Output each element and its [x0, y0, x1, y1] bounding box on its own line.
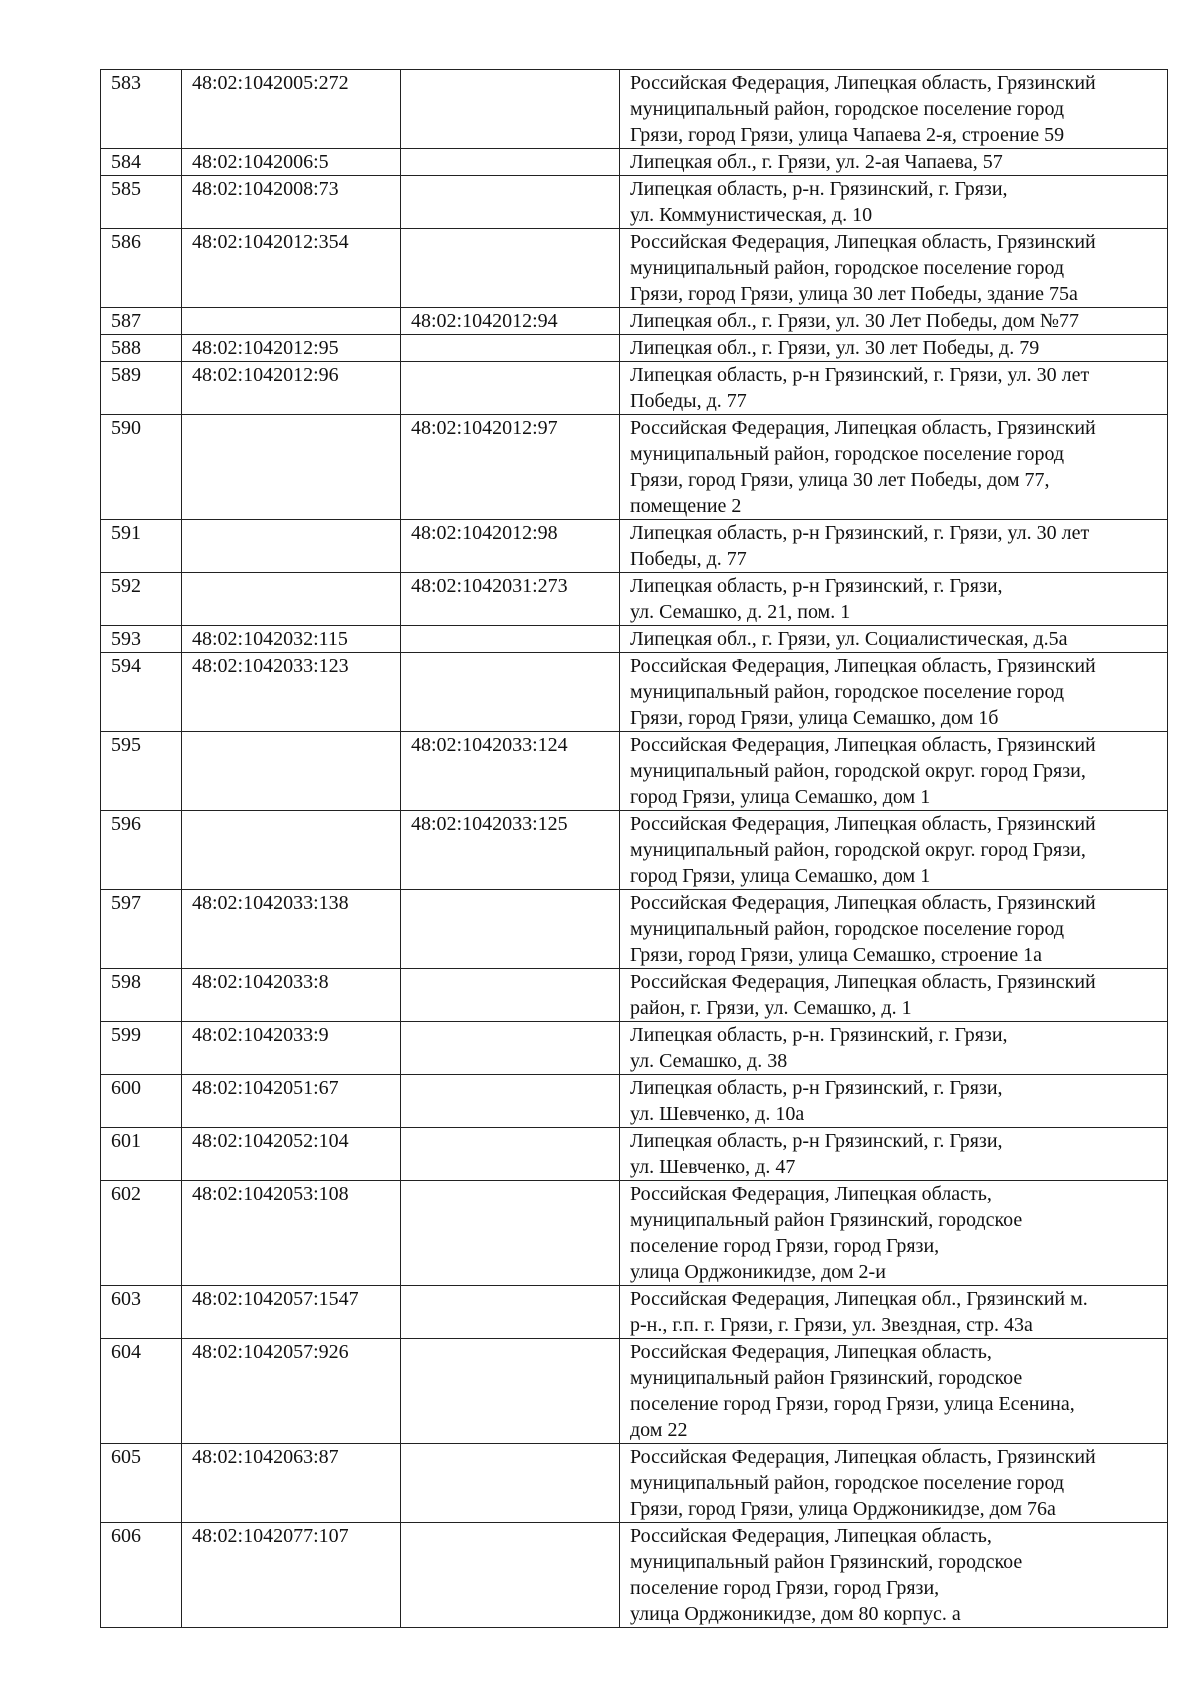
cadastral-number-land [182, 732, 401, 811]
address-line: муниципальный район, городское поселение город [630, 98, 1065, 120]
row-number: 586 [101, 229, 182, 308]
address-line: Липецкая область, р-н. Грязинский, г. Грязи, [630, 178, 1008, 200]
row-number: 591 [101, 520, 182, 573]
row-number: 583 [101, 70, 182, 149]
table-row [101, 969, 1168, 1022]
row-number: 598 [101, 969, 182, 1022]
address-line: муниципальный район Грязинский, городское [630, 1551, 1023, 1573]
address-line: Липецкая область, р-н Грязинский, г. Грязи, [630, 1077, 1003, 1099]
table-row [101, 308, 1168, 335]
row-number: 600 [101, 1075, 182, 1128]
address-cell [620, 335, 1168, 362]
address-line: ул. Семашко, д. 21, пом. 1 [630, 601, 851, 623]
address-cell [620, 1181, 1168, 1286]
cadastral-number-premises: 48:02:1042012:98 [401, 520, 620, 573]
address-line: муниципальный район, городское поселение город [630, 257, 1065, 279]
table-row [101, 1339, 1168, 1444]
cadastral-number-land: 48:02:1042033:9 [182, 1022, 401, 1075]
row-number: 594 [101, 653, 182, 732]
address-cell [620, 1075, 1168, 1128]
address-line: район, г. Грязи, ул. Семашко, д. 1 [630, 997, 912, 1019]
address-line: Липецкая область, р-н Грязинский, г. Грязи, ул. 30 лет [630, 364, 1090, 386]
cadastral-number-land: 48:02:1042051:67 [182, 1075, 401, 1128]
row-number: 588 [101, 335, 182, 362]
address-line: Российская Федерация, Липецкая область, Грязинский [630, 72, 1096, 94]
table-row [101, 335, 1168, 362]
table-row [101, 520, 1168, 573]
address-line: поселение город Грязи, город Грязи, [630, 1235, 940, 1257]
address-line: Грязи, город Грязи, улица Орджоникидзе, дом 76а [630, 1498, 1056, 1520]
address-cell [620, 1339, 1168, 1444]
cadastral-number-land: 48:02:1042033:138 [182, 890, 401, 969]
cadastral-number-premises [401, 229, 620, 308]
address-line: Российская Федерация, Липецкая область, Грязинский [630, 813, 1096, 835]
address-line: муниципальный район Грязинский, городское [630, 1367, 1023, 1389]
address-cell [620, 1523, 1168, 1628]
cadastral-number-premises [401, 362, 620, 415]
cadastral-number-land [182, 520, 401, 573]
cadastral-number-land: 48:02:1042005:272 [182, 70, 401, 149]
address-cell [620, 415, 1168, 520]
address-line: муниципальный район, городское поселение город [630, 443, 1065, 465]
address-line: улица Орджоникидзе, дом 2-и [630, 1261, 886, 1283]
address-line: Победы, д. 77 [630, 548, 747, 570]
cadastral-number-premises [401, 1523, 620, 1628]
address-line: ул. Коммунистическая, д. 10 [630, 204, 873, 226]
table-row [101, 732, 1168, 811]
address-line: Липецкая область, р-н Грязинский, г. Грязи, [630, 575, 1003, 597]
address-line: поселение город Грязи, город Грязи, улица Есенина, [630, 1393, 1075, 1415]
address-cell [620, 1128, 1168, 1181]
address-line: Российская Федерация, Липецкая область, Грязинский [630, 231, 1096, 253]
cadastral-number-premises [401, 176, 620, 229]
table-row [101, 1022, 1168, 1075]
cadastral-number-premises [401, 335, 620, 362]
address-cell [620, 626, 1168, 653]
address-line: Российская Федерация, Липецкая область, [630, 1341, 992, 1363]
address-line: муниципальный район, городское поселение город [630, 918, 1065, 940]
address-cell [620, 1286, 1168, 1339]
cadastral-number-premises [401, 1444, 620, 1523]
cadastral-number-premises [401, 1339, 620, 1444]
address-line: Липецкая обл., г. Грязи, ул. 30 лет Победы, д. 79 [630, 337, 1040, 359]
address-cell [620, 149, 1168, 176]
table-row [101, 1181, 1168, 1286]
cadastral-number-land [182, 573, 401, 626]
cadastral-number-land [182, 308, 401, 335]
address-line: ул. Шевченко, д. 10а [630, 1103, 805, 1125]
row-number: 592 [101, 573, 182, 626]
table-row [101, 229, 1168, 308]
address-line: Грязи, город Грязи, улица 30 лет Победы, дом 77, [630, 469, 1050, 491]
address-line: Российская Федерация, Липецкая обл., Грязинский м. [630, 1288, 1088, 1310]
address-line: Липецкая обл., г. Грязи, ул. 30 Лет Победы, дом №77 [630, 310, 1080, 332]
table-body [101, 70, 1168, 1628]
address-line: муниципальный район Грязинский, городское [630, 1209, 1023, 1231]
address-cell [620, 969, 1168, 1022]
cadastral-number-premises: 48:02:1042012:94 [401, 308, 620, 335]
cadastral-number-premises [401, 626, 620, 653]
row-number: 606 [101, 1523, 182, 1628]
cadastral-number-premises [401, 969, 620, 1022]
address-cell [620, 1444, 1168, 1523]
row-number: 605 [101, 1444, 182, 1523]
table-row [101, 1075, 1168, 1128]
cadastral-number-premises: 48:02:1042033:125 [401, 811, 620, 890]
row-number: 585 [101, 176, 182, 229]
address-cell [620, 811, 1168, 890]
address-cell [620, 573, 1168, 626]
address-line: Липецкая область, р-н Грязинский, г. Грязи, ул. 30 лет [630, 522, 1090, 544]
row-number: 601 [101, 1128, 182, 1181]
table-row [101, 1523, 1168, 1628]
row-number: 599 [101, 1022, 182, 1075]
address-cell [620, 362, 1168, 415]
address-line: Липецкая обл., г. Грязи, ул. 2-ая Чапаева, 57 [630, 151, 1003, 173]
table-row [101, 415, 1168, 520]
cadastral-number-premises [401, 653, 620, 732]
address-line: Российская Федерация, Липецкая область, Грязинский [630, 417, 1096, 439]
row-number: 587 [101, 308, 182, 335]
address-line: помещение 2 [630, 495, 742, 517]
address-cell [620, 732, 1168, 811]
row-number: 593 [101, 626, 182, 653]
address-line: Грязи, город Грязи, улица Чапаева 2-я, строение 59 [630, 124, 1065, 146]
address-line: улица Орджоникидзе, дом 80 корпус. а [630, 1603, 961, 1625]
address-line: Липецкая область, р-н Грязинский, г. Грязи, [630, 1130, 1003, 1152]
table-row [101, 653, 1168, 732]
cadastral-number-land: 48:02:1042012:95 [182, 335, 401, 362]
cadastral-number-premises: 48:02:1042031:273 [401, 573, 620, 626]
address-line: Победы, д. 77 [630, 390, 747, 412]
cadastral-number-premises [401, 149, 620, 176]
address-line: Российская Федерация, Липецкая область, Грязинский [630, 1446, 1096, 1468]
row-number: 602 [101, 1181, 182, 1286]
cadastral-number-land: 48:02:1042053:108 [182, 1181, 401, 1286]
address-line: город Грязи, улица Семашко, дом 1 [630, 786, 931, 808]
address-cell [620, 70, 1168, 149]
address-line: Российская Федерация, Липецкая область, Грязинский [630, 892, 1096, 914]
cadastral-number-land: 48:02:1042033:123 [182, 653, 401, 732]
row-number: 584 [101, 149, 182, 176]
address-line: Российская Федерация, Липецкая область, Грязинский [630, 971, 1096, 993]
cadastral-number-land [182, 811, 401, 890]
row-number: 589 [101, 362, 182, 415]
address-line: муниципальный район, городское поселение город [630, 681, 1065, 703]
address-line: город Грязи, улица Семашко, дом 1 [630, 865, 931, 887]
address-line: р-н., г.п. г. Грязи, г. Грязи, ул. Звездная, стр. 43а [630, 1314, 1033, 1336]
cadastral-number-land [182, 415, 401, 520]
table-row [101, 626, 1168, 653]
address-line: Российская Федерация, Липецкая область, Грязинский [630, 734, 1096, 756]
cadastral-number-premises [401, 890, 620, 969]
cadastral-number-land: 48:02:1042032:115 [182, 626, 401, 653]
address-line: поселение город Грязи, город Грязи, [630, 1577, 940, 1599]
cadastral-number-land: 48:02:1042033:8 [182, 969, 401, 1022]
address-line: Российская Федерация, Липецкая область, Грязинский [630, 655, 1096, 677]
cadastral-number-premises [401, 1286, 620, 1339]
table-row [101, 1444, 1168, 1523]
cadastral-number-land: 48:02:1042063:87 [182, 1444, 401, 1523]
address-cell [620, 1022, 1168, 1075]
cadastral-number-premises [401, 1128, 620, 1181]
address-line: Липецкая область, р-н. Грязинский, г. Грязи, [630, 1024, 1008, 1046]
property-table [100, 69, 1168, 1628]
cadastral-number-land: 48:02:1042077:107 [182, 1523, 401, 1628]
address-line: Грязи, город Грязи, улица Семашко, строение 1а [630, 944, 1043, 966]
address-cell [620, 176, 1168, 229]
address-cell [620, 308, 1168, 335]
address-line: Липецкая обл., г. Грязи, ул. Социалистическая, д.5а [630, 628, 1068, 650]
table-row [101, 1128, 1168, 1181]
address-line: Грязи, город Грязи, улица 30 лет Победы, здание 75а [630, 283, 1078, 305]
address-line: муниципальный район, городской округ. город Грязи, [630, 760, 1086, 782]
table-row [101, 70, 1168, 149]
cadastral-number-land: 48:02:1042012:96 [182, 362, 401, 415]
cadastral-number-land: 48:02:1042008:73 [182, 176, 401, 229]
address-line: ул. Семашко, д. 38 [630, 1050, 788, 1072]
address-line: муниципальный район, городской округ. город Грязи, [630, 839, 1086, 861]
table-row [101, 362, 1168, 415]
cadastral-number-premises: 48:02:1042012:97 [401, 415, 620, 520]
row-number: 590 [101, 415, 182, 520]
address-line: Российская Федерация, Липецкая область, [630, 1525, 992, 1547]
address-cell [620, 653, 1168, 732]
address-line: дом 22 [630, 1419, 688, 1441]
cadastral-number-land: 48:02:1042006:5 [182, 149, 401, 176]
cadastral-number-land: 48:02:1042057:926 [182, 1339, 401, 1444]
address-line: Грязи, город Грязи, улица Семашко, дом 1б [630, 707, 999, 729]
address-cell [620, 890, 1168, 969]
row-number: 595 [101, 732, 182, 811]
address-cell [620, 229, 1168, 308]
row-number: 596 [101, 811, 182, 890]
address-cell [620, 520, 1168, 573]
table-row [101, 149, 1168, 176]
row-number: 603 [101, 1286, 182, 1339]
cadastral-number-premises [401, 1075, 620, 1128]
cadastral-number-land: 48:02:1042012:354 [182, 229, 401, 308]
address-line: Российская Федерация, Липецкая область, [630, 1183, 992, 1205]
cadastral-number-premises [401, 1022, 620, 1075]
address-line: муниципальный район, городское поселение город [630, 1472, 1065, 1494]
address-line: ул. Шевченко, д. 47 [630, 1156, 796, 1178]
cadastral-number-premises: 48:02:1042033:124 [401, 732, 620, 811]
table-row [101, 811, 1168, 890]
table-row [101, 1286, 1168, 1339]
cadastral-number-land: 48:02:1042057:1547 [182, 1286, 401, 1339]
table-row [101, 573, 1168, 626]
table-row [101, 890, 1168, 969]
table-row [101, 176, 1168, 229]
row-number: 597 [101, 890, 182, 969]
cadastral-number-premises [401, 1181, 620, 1286]
cadastral-number-premises [401, 70, 620, 149]
cadastral-number-land: 48:02:1042052:104 [182, 1128, 401, 1181]
row-number: 604 [101, 1339, 182, 1444]
